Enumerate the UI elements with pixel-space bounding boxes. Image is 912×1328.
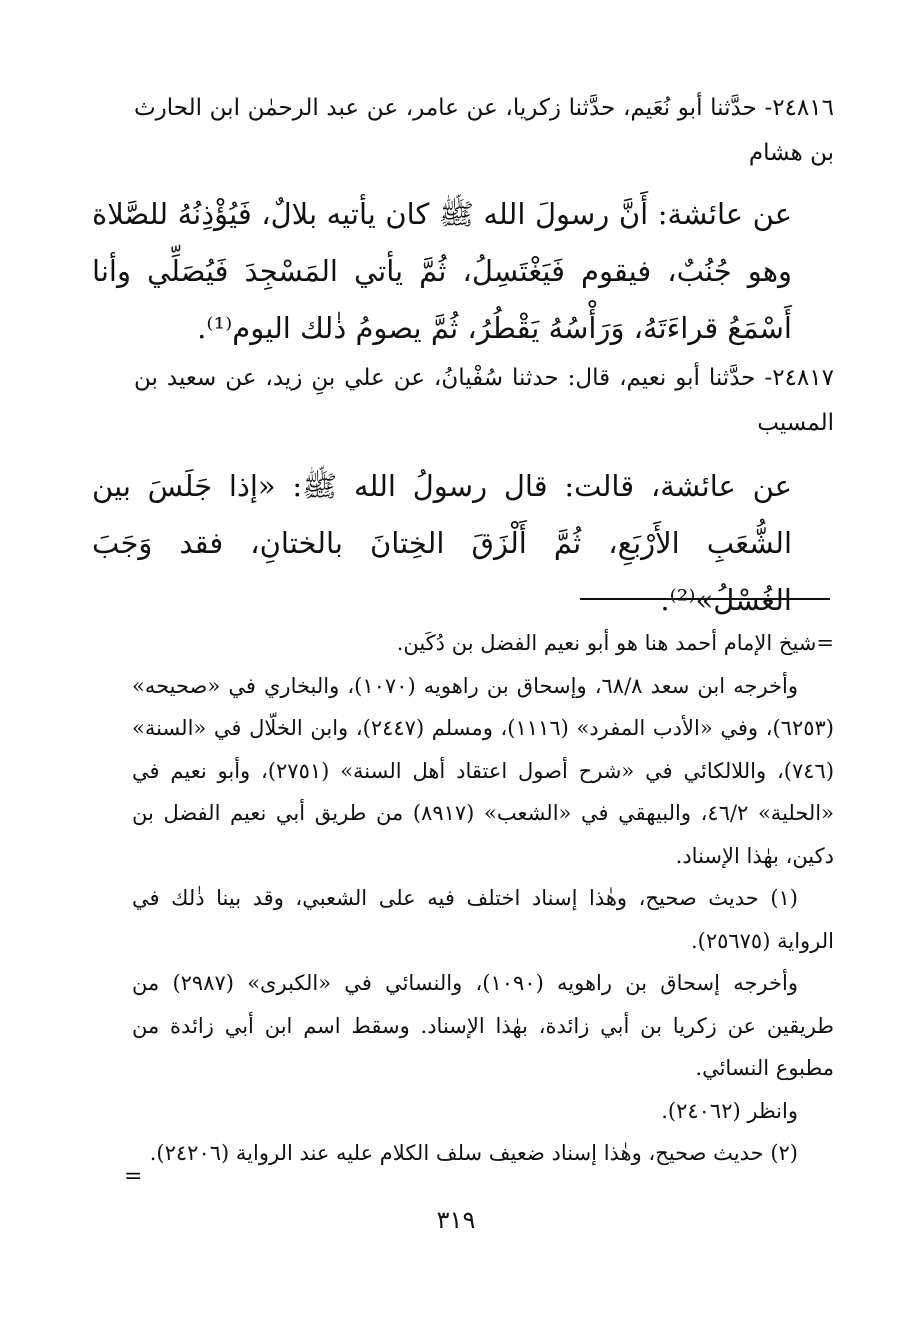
- footnote-continuation: =شيخ الإمام أحمد هنا هو أبو نعيم الفضل بن دُكَين.: [396, 631, 834, 655]
- hadith-24816-isnad: ٢٤٨١٦- حدَّثنا أبو نُعَيم، حدَّثنا زكريا، عن عامر، عن عبد الرحمٰن ابن الحارث بن هشام: [134, 95, 834, 166]
- footnote-separator-line: [580, 598, 830, 600]
- hadith-24816-matn: عن عائشة: أَنَّ رسولَ الله ﷺ كان يأتيه بلالٌ، فَيُؤْذِنُهُ للصَّلاة وهو جُنُبٌ، فيقوم فَيَغْتَسِلُ، ثُمَّ يأتي المَسْجِدَ فَيُصَلِّي وأنا أَسْمَعُ قراءَتَهُ، وَرَأْسُهُ يَقْطُرُ، ثُمَّ يصومُ ذٰلك اليوم⁽¹⁾.: [92, 197, 792, 345]
- footnote-1: (١) حديث صحيح، وهٰذا إسناد اختلف فيه على الشعبي، وقد بينا ذٰلك في الرواية (٢٥٦٧٥).: [132, 886, 834, 953]
- footnote-1-see-also: وانظر (٢٤٠٦٢).: [661, 1098, 798, 1123]
- hadith-24817-matn: عن عائشة، قالت: قال رسولُ الله ﷺ: «إذا جَلَسَ بين الشُّعَبِ الأَرْبَعِ، ثُمَّ أَلْزَقَ الخِتانَ بالختانِ، فقد وَجَبَ الغُسْلُ»⁽²⁾.: [92, 469, 792, 617]
- footnotes-section: [132, 622, 834, 1175]
- footnote-2: (٢) حديث صحيح، وهٰذا إسناد ضعيف سلف الكلام عليه عند الرواية (٢٤٢٠٦).: [149, 1141, 798, 1165]
- footnote-1-takhrij: وأخرجه إسحاق بن راهويه (١٠٩٠)، والنسائي في «الكبرى» (٢٩٨٧) من طريقين عن زكريا بن أبي زائدة، بهٰذا الإسناد. وسقط اسم ابن أبي زائدة من مطبوع النسائي.: [132, 971, 834, 1080]
- footnote-takhrij-1: وأخرجه ابن سعد ٦٨/٨، وإسحاق بن راهويه (١٠٧٠)، والبخاري في «صحيحه» (٦٢٥٣)، وفي «الأدب المفرد» (١١١٦)، ومسلم (٢٤٤٧)، وابن الخلّال في «السنة» (٧٤٦)، واللالكائي في «شرح أصول اعتقاد أهل السنة» (٢٧٥١)، وأبو نعيم في «الحلية» ٤٦/٢، والبيهقي في «الشعب» (٨٩١٧) من طريق أبي نعيم الفضل بن دكين، بهٰذا الإسناد.: [132, 673, 835, 868]
- continuation-mark: =: [124, 1164, 143, 1189]
- hadith-24817-isnad: ٢٤٨١٧- حدَّثنا أبو نعيم، قال: حدثنا سُفْيانُ، عن علي بنِ زيد، عن سعيد بن المسيب: [134, 365, 834, 436]
- page-number: ٣١٩: [436, 1206, 476, 1234]
